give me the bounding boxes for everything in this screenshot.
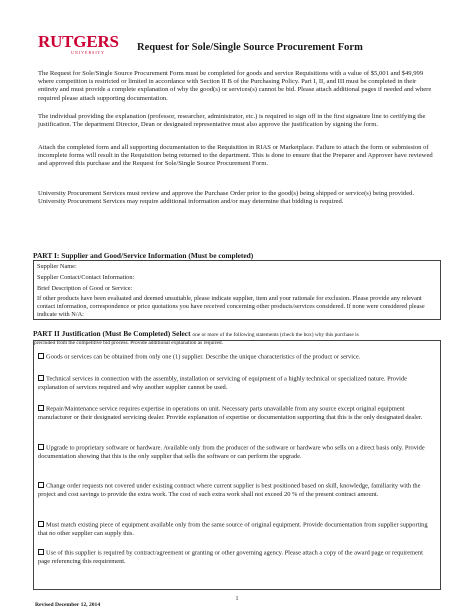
- form-title: Request for Sole/Single Source Procurement Form: [137, 42, 363, 53]
- option-technical-services[interactable]: [38, 375, 434, 392]
- option-text: Use of this supplier is required by contract/agreement or granting or other governing agency. Please attach a copy of the award page or requirement page referencing this requirement.: [38, 549, 423, 565]
- logo-wordmark: RUTGERS: [38, 32, 119, 51]
- description-label: Brief Description of Good or Service:: [37, 284, 133, 292]
- option-text: Repair/Maintenance service requires expertise in operations on unit. Necessary parts unavailable from any source except original equipment manufacturer or their designated servicing dealer. Provide explanation of expertise or documentation supporting that this is the only designated dealer.: [38, 405, 423, 421]
- part2-heading: [33, 329, 359, 340]
- supplier-contact-label: Supplier Contact/Contact Information:: [37, 273, 135, 281]
- part2-heading-bold: PART II Justification (Must Be Completed) Select: [33, 329, 191, 338]
- checkbox[interactable]: [38, 482, 44, 488]
- revision-date: Revised December 12, 2014: [35, 602, 101, 608]
- option-change-order[interactable]: [38, 482, 434, 499]
- page-number: 1: [235, 596, 239, 602]
- option-repair-maintenance[interactable]: [38, 405, 434, 422]
- option-match-equipment[interactable]: [38, 521, 434, 538]
- checkbox[interactable]: [38, 405, 44, 411]
- part2-heading-note: one or more of the following statements (check the box) why this purchase is: [192, 332, 359, 338]
- rutgers-logo: [38, 33, 130, 59]
- option-text: Change order requests not covered under existing contract where current supplier is best positioned based on skill, knowledge, familiarity with the project and cost savings to provide the extra work. The cost of such extra work shall not exceed 20 % of the present contract amount.: [38, 482, 421, 498]
- intro-paragraph-3: Attach the completed form and all supporting documentation to the Requisition in RIAS or Marketplace. Failure to attach the form or submission of incomplete forms will result in the Requisition being returned to the department. This is done to ensure that the Preparer and Approver have reviewed and approved this purchase and the Request for Sole/Single Source Procurement Form.: [38, 144, 433, 168]
- checkbox[interactable]: [38, 353, 44, 359]
- option-text: Must match existing piece of equipment available only from the same source of original equipment. Provide documentation from supplier supporting that no other supplier can supply this.: [38, 521, 428, 537]
- other-products-note: If other products have been evaluated and deemed unsuitable, please indicate supplier, item and your rationale for exclusion. Please provide any relevant contact information, correspondence or price quotations you have received concerning other products/services considered. If none were considered please indicate with N/A:: [37, 295, 425, 318]
- supplier-name-label: Supplier Name:: [37, 263, 77, 270]
- option-single-supplier[interactable]: [38, 353, 434, 362]
- part1-heading: PART I: Supplier and Good/Service Information (Must be completed): [33, 251, 254, 260]
- part1-box[interactable]: [33, 260, 441, 320]
- intro-paragraph-1: The Request for Sole/Single Source Procurement Form must be completed for goods and service Requisitions with a value of $5,001 and $49,999 where competition is restricted or limited in accordance with Section II B of the Purchasing Policy. Part I, II, and III must be completed in their entirety and must provide a complete explanation of why the good(s) or services(s) cannot be bid. Please attach additional pages if needed and where required please attach supporting documentation.: [38, 70, 432, 102]
- checkbox[interactable]: [38, 521, 44, 527]
- checkbox[interactable]: [38, 444, 44, 450]
- part2-box: [33, 340, 441, 590]
- option-proprietary-upgrade[interactable]: [38, 444, 434, 461]
- checkbox[interactable]: [38, 549, 44, 555]
- logo-subtitle: UNIVERSITY: [71, 50, 105, 55]
- option-contract-required[interactable]: [38, 549, 434, 566]
- option-text: Upgrade to proprietary software or hardware. Available only from the producer of the software or hardware who sells on a direct basis only. Provide documentation showing that this is the only supplier that sells the software or can perform the upgrade.: [38, 444, 425, 460]
- intro-paragraph-4: University Procurement Services must review and approve the Purchase Order prior to the good(s) being shipped or service(s) being provided. University Procurement Services may require additional information and/or may determine that bidding is required.: [38, 190, 415, 206]
- part2-subheading: precluded from the competitive bid process. Provide additional explanation as required.: [34, 340, 223, 346]
- option-text: Goods or services can be obtained from only one (1) supplier. Describe the unique characteristics of the product or service.: [46, 353, 361, 361]
- option-text: Technical services in connection with the assembly, installation or servicing of equipment of a highly technical or specialized nature. Provide explanation of services required and why another supplier cannot be used.: [38, 375, 407, 391]
- checkbox[interactable]: [38, 375, 44, 381]
- intro-paragraph-2: The individual providing the explanation (professor, researcher, administrator, etc.) is required to sign off in the first signature line to certifying the justification. The department Director, Dean or designated representative must also approve the justification by signing the form.: [38, 113, 426, 129]
